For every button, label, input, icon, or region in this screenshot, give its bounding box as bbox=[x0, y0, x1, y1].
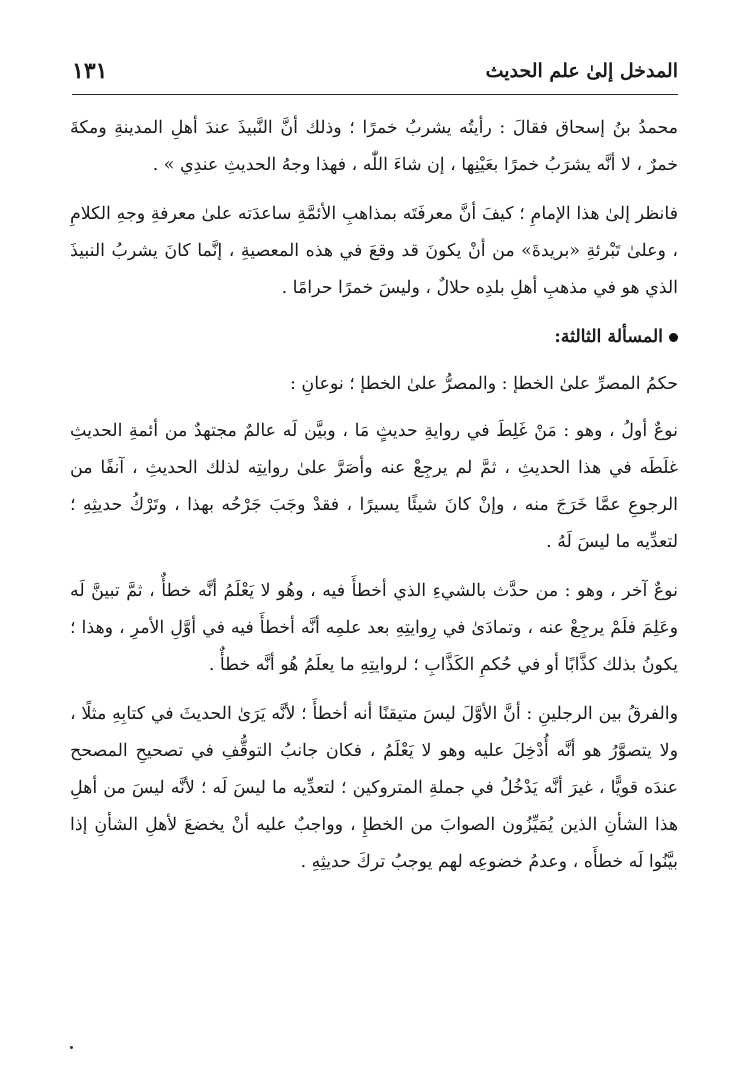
section-heading bbox=[70, 319, 678, 356]
ink-speck bbox=[70, 1046, 73, 1049]
page-header bbox=[72, 54, 678, 95]
bullet-icon bbox=[669, 333, 678, 342]
paragraph-5: نوعٌ آخر ، وهو : من حدَّث بالشيءِ الذي أخطأَ فيه ، وهُو لا يَعْلَمُ أنَّه خطأٌ ، ثمَّ تبينَّ لَه وعَلِمَ فلَمْ يرجِعْ عنه ، وتمادَىٰ في رِوايتِهِ بعد علمِه أنَّه أخطأَ فيه في أوَّلِ الأمرِ ، وهذا ؛ يكونُ بذلك كذَّابًا أو في حُكمِ الكَذَّابِ ؛ لروايتِهِ ما يعلَمُ هُو أنَّه خطأٌ . bbox=[70, 581, 678, 675]
page-body bbox=[70, 110, 678, 893]
section-heading-text: المسألة الثالثة: bbox=[554, 327, 663, 347]
paragraph-3: حكمُ المصرِّ علىٰ الخطإ : والمصرُّ علىٰ الخطإ ؛ نوعانِ : bbox=[290, 374, 678, 394]
paragraph-4: نوعٌ أولُ ، وهو : مَنْ غَلِطَ في روايةِ حديثٍ مَا ، وبيَّن لَه عالمٌ مجتهدٌ من أئمةِ الحديثِ غلَطَه في هذا الحديثِ ، ثمَّ لم يرجِعْ عنه وأصَرَّ علىٰ روايتِه لذلك الحديثِ ، آنفًا من الرجوعِ عمَّا خَرَجَ منه ، وإنْ كانَ شيئًا يسيرًا ، فقدْ وجَبَ جَرْحُه بهذا ، وتَرْكُ حديثِهِ ؛ لتعدِّيه ما ليسَ لَهُ . bbox=[70, 421, 678, 552]
paragraph-2: فانظر إلىٰ هذا الإمامِ ؛ كيفَ أنَّ معرفَتَه بمذاهبِ الأئمَّةِ ساعدَته علىٰ معرفةِ وجهِ الكلامِ ، وعلىٰ تَبْرئةِ «بريدةَ» من أنْ يكونَ قد وقعَ في هذه المعصيةِ ، إنَّما كانَ يشربُ النبيذَ الذي هو في مذهبِ أهلِ بلدِه حلالٌ ، وليسَ خمرًا حرامًا . bbox=[70, 204, 678, 298]
running-title: المدخل إلىٰ علم الحديث bbox=[485, 60, 678, 82]
paragraph-6: والفرقُ بين الرجلينِ : أنَّ الأوَّلَ ليسَ متيقنًا أنه أخطأَ ؛ لأنَّه يَرَىٰ الحديثَ في كتابِهِ مثلًا ، ولا يتصوَّرُ هو أنَّه أُدْخِلَ عليه وهو لا يَعْلَمُ ، فكان جانبُ التوقُّفِ في تصحيحِ المصحح عندَه قويًّا ، غيرَ أنَّه يَدْخُلُ في جملةِ المتروكين ؛ لتعدِّيه ما ليسَ لَه ؛ لأنَّه ليسَ من أهلِ هذا الشأنِ الذين يُمَيِّزُون الصوابَ من الخطإِ ، وواجبٌ عليه أنْ يخضعَ لأهلِ الشأنِ إذا بيَّنُوا لَه خطأَه ، وعدمُ خضوعِه لهم يوجبُ تركَ حديثِهِ . bbox=[70, 704, 678, 872]
page-number: ١٣١ bbox=[72, 58, 108, 84]
paragraph-1: محمدُ بنُ إسحاق فقالَ : رأيتُه يشربُ خمرًا ؛ وذلك أنَّ النَّبيذَ عندَ أهلِ المدينةِ ومكةَ خمرٌ ، لا أنَّه يشرَبُ خمرًا بعَيْنِها ، إن شاءَ اللّٰه ، فهذا وجهُ الحديثِ عندِي » . bbox=[70, 118, 678, 175]
